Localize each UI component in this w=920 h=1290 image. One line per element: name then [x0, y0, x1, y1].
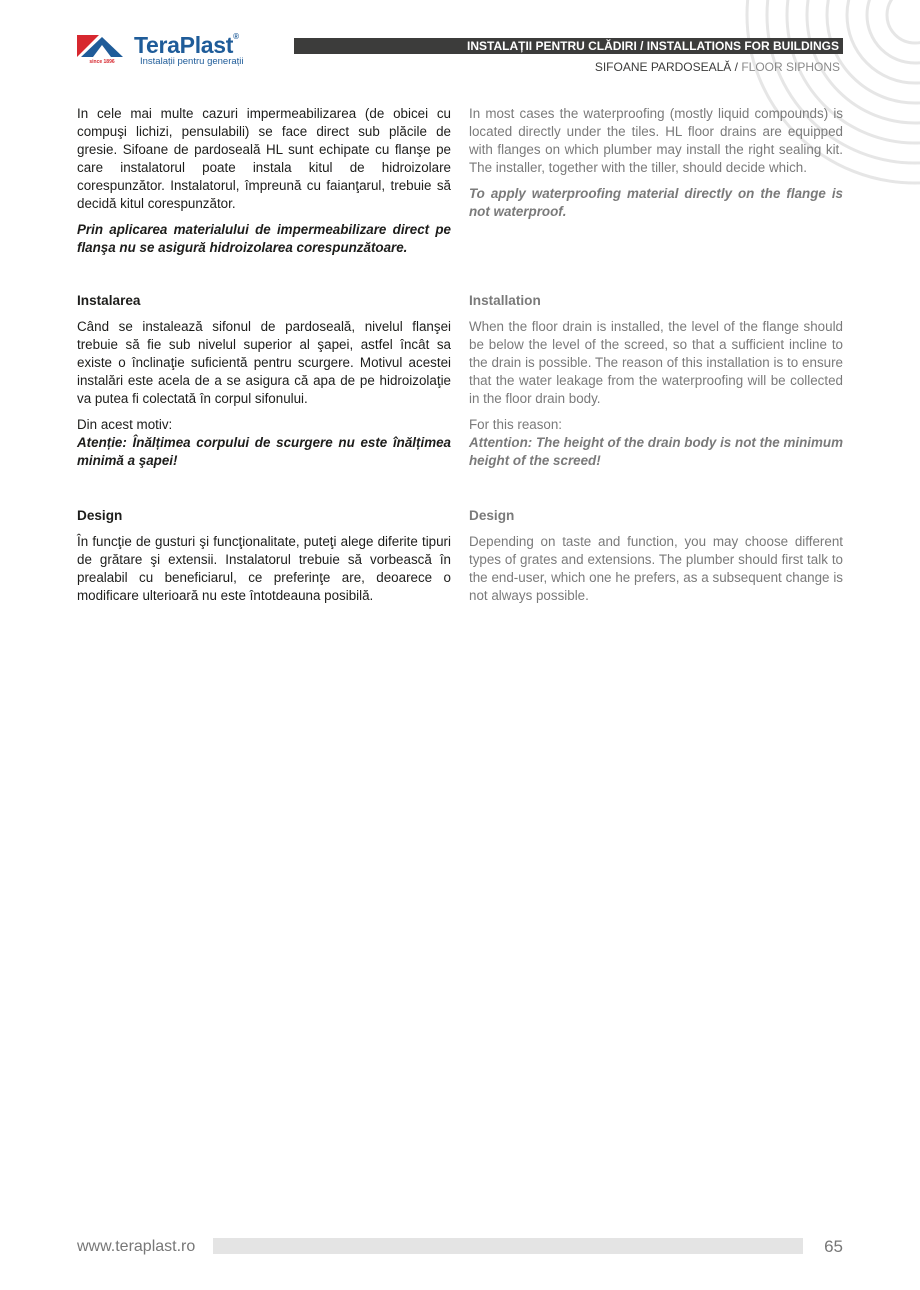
en-design-paragraph: Depending on taste and function, you may choose different types of grates and extensions. The plumber should first talk to the end-user, which one he prefers, as a subsequent change is not always possible.	[469, 534, 843, 603]
ro-design-heading: Design	[77, 508, 123, 523]
since-label: since 1896	[89, 59, 115, 65]
ro-installation-block	[77, 292, 451, 470]
section-subtitle	[595, 60, 840, 74]
ro-intro-block	[77, 105, 451, 257]
en-installation-paragraph: When the floor drain is installed, the level of the flange should be below the level of the screed, so that a sufficient incline to the drain is possible. The reason of this installation is to ensure that the water leakage from the waterproofing will be collected in the floor drain body.	[469, 319, 843, 406]
brand-tagline: Instalații pentru generații	[140, 56, 244, 67]
brand-name: TeraPlast®	[134, 32, 239, 58]
ro-design-block	[77, 507, 451, 605]
page-number: 65	[824, 1237, 843, 1256]
section-title-bar: INSTALAȚII PENTRU CLĂDIRI / INSTALLATIONS FOR BUILDINGS	[294, 38, 843, 54]
teraplast-logo[interactable]	[77, 33, 247, 69]
en-installation-heading: Installation	[469, 293, 541, 308]
ro-attention-paragraph: Atenție: Înălțimea corpului de scurgere nu este înălțimea minimă a şapei!	[77, 435, 451, 468]
ro-warning-paragraph: Prin aplicarea materialului de impermeabilizare direct pe flanşa nu se asigură hidroizolarea corespunzătoare.	[77, 222, 451, 255]
en-design-block	[469, 507, 843, 605]
subtitle-en: FLOOR SIPHONS	[741, 60, 840, 74]
footer-website-link[interactable]: www.teraplast.ro	[77, 1238, 196, 1255]
ro-installation-paragraph: Când se instalează sifonul de pardoseală, nivelul flanşei trebuie să fie sub nivelul superior al şapei, astfel încât sa existe o înclinaţie suficientă pentru scurgere. Motivul acestei instalări este acela de a se asigura că apa de pe hidroizolaţie va putea fi colectată în corpul sifonului.	[77, 319, 451, 406]
ro-design-paragraph: În funcţie de gusturi şi funcţionalitate, puteţi alege diferite tipuri de grătare şi extensii. Instalatorul trebuie să vorbească în prealabil cu beneficiarul, ce preferinţe are, deoarece o modificare ulterioară nu este întotdeauna posibilă.	[77, 534, 451, 603]
footer-divider-bar	[213, 1238, 803, 1254]
ro-intro-paragraph: In cele mai multe cazuri impermeabilizarea (de obicei cu compuşi lichizi, pensulabili) se face direct sub plăcile de gresie. Sifoane de pardoseală HL sunt echipate cu flanşe pe care instalatorul poate instala kitul de hidroizolare corespunzător. Instalatorul, împreună cu faianţarul, trebuie să decidă kitul corespunzător.	[77, 106, 451, 211]
en-installation-block	[469, 292, 843, 470]
ro-reason-label: Din acest motiv:	[77, 417, 173, 432]
ro-installation-heading: Instalarea	[77, 293, 141, 308]
en-attention-paragraph: Attention: The height of the drain body is not the minimum height of the screed!	[469, 435, 843, 468]
subtitle-ro: SIFOANE PARDOSEALĂ /	[594, 60, 738, 74]
en-intro-block	[469, 105, 843, 221]
en-intro-paragraph: In most cases the waterproofing (mostly liquid compounds) is located directly under the tiles. HL floor drains are equipped with flanges on which plumber may install the right sealing kit. The installer, together with the tiller, should decide which.	[469, 106, 843, 175]
en-reason-label: For this reason:	[469, 417, 563, 432]
en-design-heading: Design	[469, 508, 515, 523]
en-warning-paragraph: To apply waterproofing material directly on the flange is not waterproof.	[469, 186, 843, 219]
